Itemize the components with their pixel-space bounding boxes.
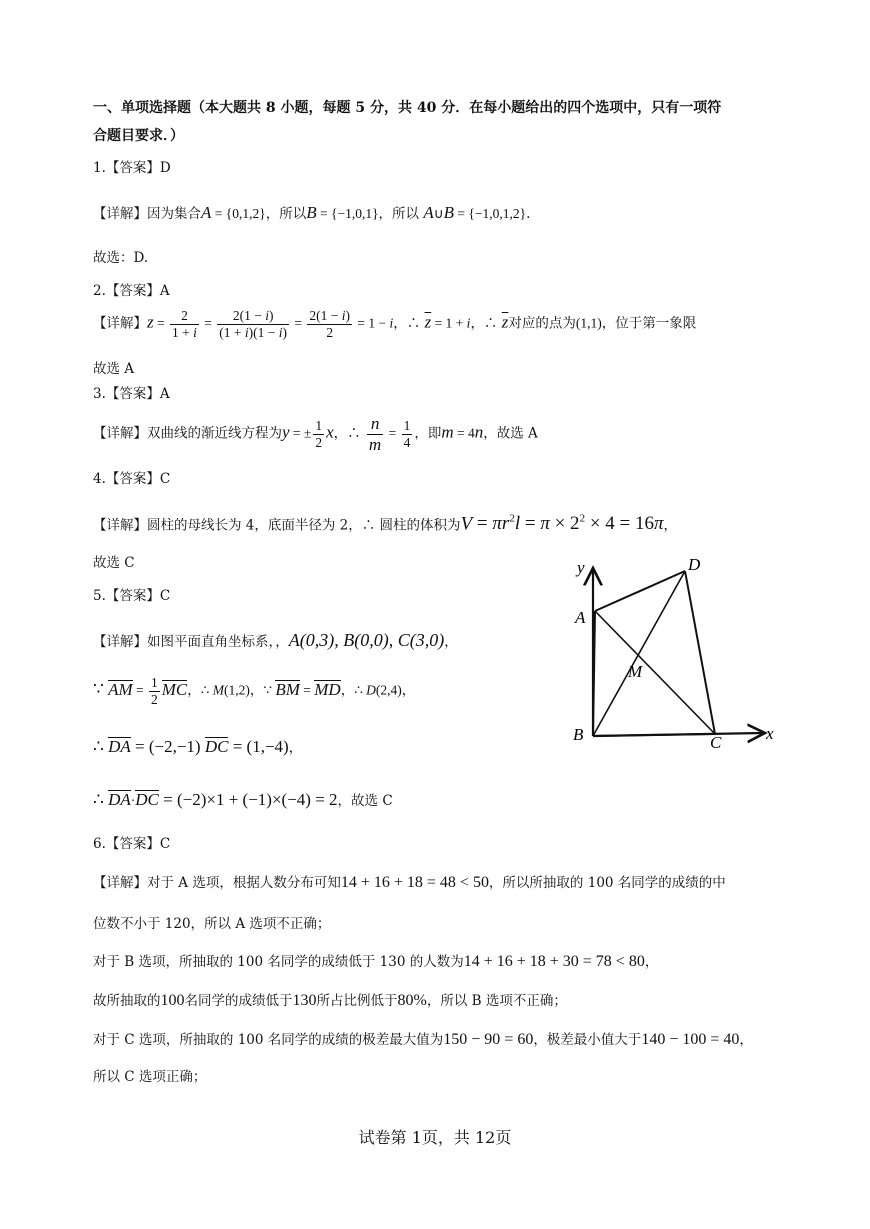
label-a: A xyxy=(575,608,586,627)
label-b: B xyxy=(573,725,584,744)
segment-ad xyxy=(595,571,685,611)
q1-detail-text: 【详解】因为集合 xyxy=(93,206,201,222)
segment-dc xyxy=(685,571,715,734)
q6-line4-f: 80% xyxy=(397,992,427,1009)
q6-answer: 6.【答案】C xyxy=(93,836,171,852)
q2-detail-text: 【详解】 xyxy=(93,315,147,332)
q6-line3-expr: 14 + 16 + 18 + 30 = 78 < 80 xyxy=(463,953,645,970)
q1-answer: 1.【答案】D xyxy=(93,160,171,176)
q5-step1: ∵ AM = $\frac{1}{2}$ MC，∴ M(1,2)，∵ BM = MD，∴ D(2,4)， xyxy=(93,675,416,707)
q5-coords: A(0,3), B(0,0), C(3,0) xyxy=(288,630,445,650)
q6-line5 xyxy=(93,1030,753,1049)
q5-step3: ∴ DA·DC = (−2)×1 + (−1)×(−4) = 2，故选 C xyxy=(93,790,393,809)
q3-detail-mid: ，即 xyxy=(414,425,442,442)
q6-line3 xyxy=(93,952,658,971)
label-x: x xyxy=(766,724,774,743)
q6-line6: 所以 C 选项正确； xyxy=(93,1069,207,1085)
q6-line5-b: 150 − 90 = 60 xyxy=(443,1031,534,1048)
page-footer: 试卷第 1页，共 12页 xyxy=(358,1128,512,1147)
q5-step2: ∴ DA = (−2,−1) DC = (1,−4)， xyxy=(93,737,303,756)
label-c: C xyxy=(710,733,722,752)
q5-geometry-figure xyxy=(560,548,790,758)
q5-detail: 【详解】如图平面直角坐标系，，A(0,3), B(0,0), C(3,0)， xyxy=(93,630,458,650)
q5-conclusion: ，故选 C xyxy=(337,793,393,809)
q2-detail-end: ，位于第一象限 xyxy=(601,315,697,332)
q6-line5-e: ， xyxy=(739,1032,753,1048)
q6-line4-e: 所占比例低于 xyxy=(316,993,398,1009)
segment-bc xyxy=(593,734,715,736)
q6-line4-g: ，所以 B 选项不正确； xyxy=(426,993,567,1009)
q6-line3-text: 对于 B 选项，所抽取的 100 名同学的成绩低于 130 的人数为 xyxy=(93,954,464,970)
q6-line2: 位数不小于 120，所以 A 选项不正确； xyxy=(93,916,331,932)
q6-line4-b: 100 xyxy=(160,992,185,1009)
section-title: 一、单项选择题（本大题共 8 小题，每题 5 分，共 40 分．在每小题给出的四个选项中，只有一项符 xyxy=(93,100,722,116)
segment-ac xyxy=(595,611,715,734)
q5-detail-text: 【详解】如图平面直角坐标系，， xyxy=(93,634,289,650)
q2-answer: 2.【答案】A xyxy=(93,283,170,299)
q6-line1 xyxy=(93,873,726,892)
q6-line4-c: 名同学的成绩低于 xyxy=(184,993,293,1009)
q6-line5-c: ，极差最小值大于 xyxy=(533,1032,642,1048)
q6-line4 xyxy=(93,991,567,1010)
q6-line4-d: 130 xyxy=(292,992,317,1009)
q6-line1-end: ，所以所抽取的 100 名同学的成绩的中 xyxy=(488,875,726,891)
q2-detail: 【详解】z = $\frac{2}{1 + i}$ = $\frac{2(1 - i)}{(1 + i)(1 - i)}$ = $\frac{2(1 - i)}{2}$ = 1 − i，∴ $\overline{z} = 1 + i$，∴ $\overline{z}$对应的点为(1,1)，位于第一象限 xyxy=(93,308,697,340)
q5-answer: 5.【答案】C xyxy=(93,588,171,604)
q6-line5-d: 140 − 100 = 40 xyxy=(641,1031,740,1048)
label-d: D xyxy=(688,555,701,574)
q3-detail-end: ，故选 A xyxy=(483,425,538,442)
q4-detail-text: 【详解】圆柱的母线长为 4，底面半径为 2，∴ 圆柱的体积为 xyxy=(93,517,461,534)
q2-detail-point: 对应的点为 xyxy=(508,315,576,332)
q6-line5-a: 对于 C 选项，所抽取的 100 名同学的成绩的极差最大值为 xyxy=(93,1032,444,1048)
q1-detail-end: . xyxy=(526,206,531,222)
q4-answer: 4.【答案】C xyxy=(93,471,171,487)
q2-conclusion: 故选 A xyxy=(93,361,135,377)
label-m: M xyxy=(628,662,643,681)
q1-detail: 【详解】因为集合A = {0,1,2}，所以B = {−1,0,1}，所以 A∪B = {−1,0,1,2}. xyxy=(93,203,531,222)
section-title-cont: 合题目要求．） xyxy=(93,128,184,144)
q4-detail: 【详解】圆柱的母线长为 4，底面半径为 2，∴ 圆柱的体积为$V = \pi r^2l = \pi \times 2^2 \times 4 = 16\pi$， xyxy=(93,513,678,535)
q1-conclusion: 故选：D. xyxy=(93,250,149,266)
q3-answer: 3.【答案】A xyxy=(93,386,170,402)
q6-line3-end: ， xyxy=(644,954,659,970)
q3-detail-text: 【详解】双曲线的渐近线方程为 xyxy=(93,425,282,442)
q3-detail: 【详解】双曲线的渐近线方程为y = ± $\frac{1}{2}$ x，∴ $\frac{n}{m}$ = $\frac{1}{4}$ ，即m = 4n，故选 A xyxy=(93,414,538,454)
label-y: y xyxy=(577,558,585,577)
q6-line1-expr: 14 + 16 + 18 = 48 < 50 xyxy=(340,874,489,891)
q1-detail-mid: ，所以 xyxy=(265,206,307,222)
q4-conclusion: 故选 C xyxy=(93,555,135,571)
q6-line1-text: 【详解】对于 A 选项，根据人数分布可知 xyxy=(93,875,341,891)
q6-line4-a: 故所抽取的 xyxy=(93,993,161,1009)
segment-bd xyxy=(593,571,685,736)
